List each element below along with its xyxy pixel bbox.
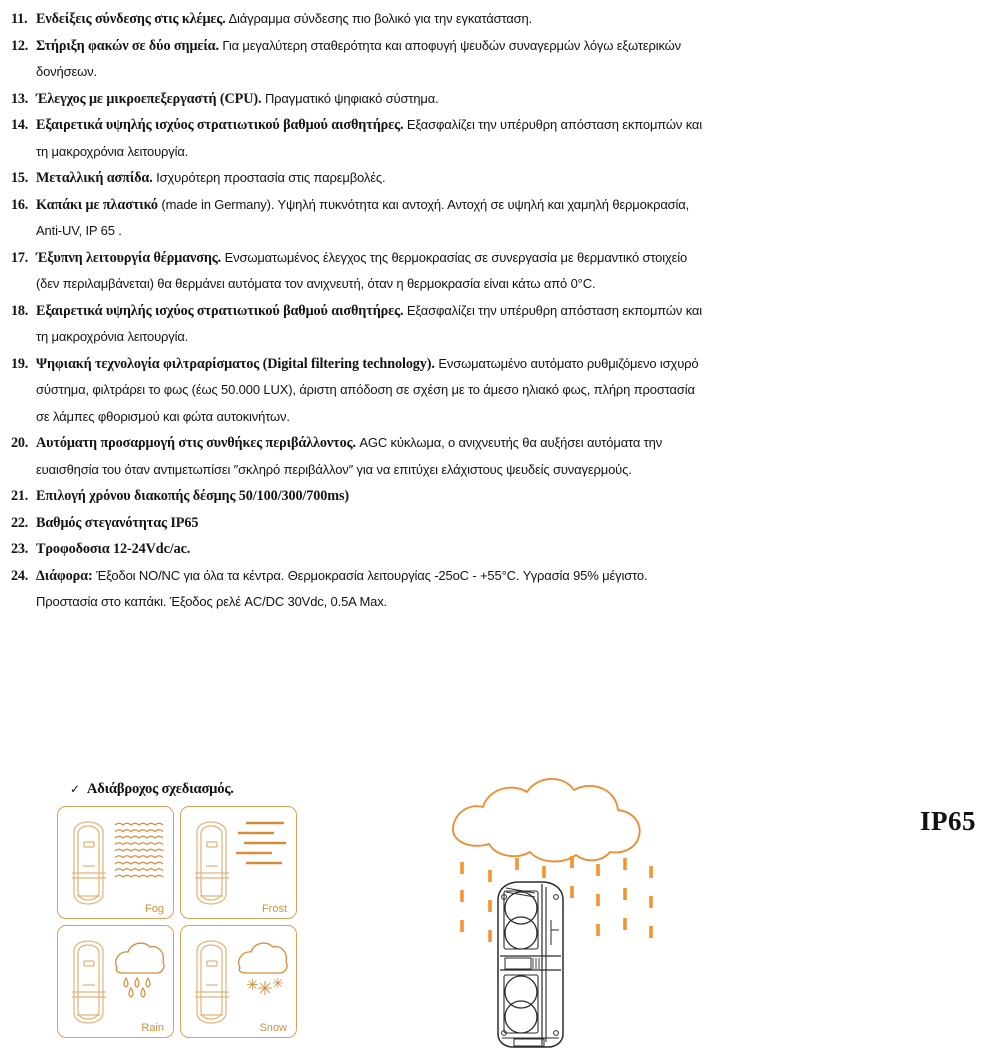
detector-outline-icon — [191, 939, 233, 1030]
spec-item — [11, 165, 704, 192]
spec-segment-normal: Ενσωματωμένος έλεγχος της θερμοκρασίας σε συνεργασία με θερμαντικό στοιχείο (δεν περιλαμβάνεται) θα θερμάνει αυτόματα τον ανιχνευτή, όταν η θερμοκρασία είναι κάτω από 0°C. — [36, 249, 688, 291]
spec-segment-normal: Ενσωματωμένο αυτόματο ρυθμιζόμενο ισχυρό σύστημα, φιλτράρει το φως (έως 50.000 LUX), άριστη απόδοση σε σχέση με το άμεσο ηλιακό φως, πλήρη προστασία σε λάμπες φθορισμού και φώτα αυτοκινήτων. — [36, 355, 699, 424]
weather-card-frost — [180, 806, 297, 919]
spec-item — [11, 351, 704, 431]
spec-item-number: 15. — [11, 170, 29, 186]
spec-item-text — [36, 192, 704, 245]
spec-item — [11, 112, 704, 165]
spec-item-number: 16. — [11, 196, 29, 213]
spec-item-text — [36, 563, 704, 616]
spec-segment-normal: Διάγραμμα σύνδεσης πιο βολικό για την εγκατάσταση. — [225, 11, 533, 26]
waterproof-design-label: Αδιάβροχος σχεδιασμός. — [86, 781, 234, 797]
spec-item-text — [36, 510, 704, 537]
svg-text:✳: ✳ — [272, 976, 284, 992]
spec-item-number: 13. — [11, 90, 29, 107]
spec-item-number: 24. — [11, 567, 29, 584]
detector-outline-icon — [68, 939, 110, 1025]
svg-text:✳: ✳ — [246, 976, 259, 994]
spec-item-text — [36, 86, 704, 113]
spec-segment-bold: Τροφοδοσια 12-24Vdc/ac. — [36, 541, 191, 557]
spec-segment-bold: Μεταλλική ασπίδα. — [36, 170, 153, 186]
check-icon: ✓ — [70, 782, 80, 796]
spec-segment-bold: Επιλογή χρόνου διακοπής δέσμης 50/100/300/700ms) — [36, 488, 350, 504]
cloud-icon — [453, 779, 640, 862]
spec-item — [11, 510, 704, 537]
spec-item-number: 11. — [11, 11, 28, 27]
frost-lines-icon — [236, 819, 290, 884]
weather-card-snow — [180, 925, 297, 1038]
spec-segment-normal: Έξοδοι NO/NC για όλα τα κέντρα. Θερμοκρασία λειτουργίας -25οC - +55°C. Υγρασία 95% μέγιστο. Προστασία στο καπάκι. Έξοδος ρελέ AC/DC 30Vdc, 0.5A Max. — [36, 567, 648, 609]
weather-card-label: Snow — [259, 1022, 287, 1034]
spec-item-number: 22. — [11, 514, 29, 531]
weather-card-fog — [57, 806, 174, 919]
detector-outline-icon — [68, 820, 110, 906]
frost-lines-icon — [236, 819, 290, 879]
weather-card-rain — [57, 925, 174, 1038]
spec-item — [11, 563, 704, 616]
snow-cloud-icon — [232, 938, 290, 1004]
spec-segment-bold: Αυτόματη προσαρμογή στις συνθήκες περιβάλλοντος. — [36, 435, 356, 451]
spec-item-number: 17. — [11, 249, 29, 266]
spec-segment-normal: Πραγματικό ψηφιακό σύστημα. — [261, 90, 439, 106]
spec-segment-normal: (made in Germany). Υψηλή πυκνότητα και αντοχή. Αντοχή σε υψηλή και χαμηλή θερμοκρασία, Anti-UV, IP 65 . — [36, 196, 690, 238]
fog-waves-icon — [113, 819, 167, 890]
illustration-area — [0, 770, 976, 1051]
spec-item-number: 20. — [11, 435, 29, 451]
weather-card-label: Rain — [141, 1022, 164, 1034]
spec-segment-normal: Εξασφαλίζει την υπέρυθρη απόσταση εκπομπών και τη μακροχρόνια λειτουργία. — [36, 302, 703, 344]
spec-item-number: 21. — [11, 488, 29, 504]
spec-item-text — [36, 536, 704, 563]
spec-segment-bold: Εξαιρετικά υψηλής ισχύος στρατιωτικού βαθμού αισθητήρες. — [36, 302, 404, 319]
spec-segment-bold: Ψηφιακή τεχνολογία φιλτραρίσματος (Digital filtering technology). — [36, 355, 435, 372]
rain-cloud-icon — [109, 938, 167, 1004]
spec-segment-normal: Για μεγαλύτερη σταθερότητα και αποφυγή ψευδών συναγερμών λόγω εξωτερικών δονήσεων. — [36, 37, 681, 79]
spec-item-text — [36, 430, 704, 483]
spec-segment-bold: Έλεγχος με μικροεπεξεργαστή (CPU). — [36, 90, 262, 107]
spec-item-text — [36, 33, 704, 86]
ip65-scene — [420, 770, 976, 1051]
spec-item-text — [36, 6, 704, 33]
spec-segment-bold: Στήριξη φακών σε δύο σημεία. — [36, 37, 219, 54]
ip65-illustration-svg — [420, 770, 714, 1051]
spec-item-number: 23. — [11, 541, 29, 557]
spec-item-text — [36, 483, 704, 510]
spec-segment-bold: Βαθμός στεγανότητας IP65 — [36, 514, 199, 531]
detector-outline-icon — [191, 939, 233, 1025]
spec-item — [11, 6, 704, 33]
spec-item — [11, 298, 704, 351]
specification-list — [0, 0, 714, 616]
spec-segment-bold: Διάφορα: — [36, 567, 93, 584]
spec-item-text — [36, 245, 704, 298]
weather-card-label: Fog — [145, 903, 164, 915]
rain-cloud-icon — [109, 938, 167, 1009]
spec-item — [11, 430, 704, 483]
spec-item — [11, 86, 704, 113]
spec-item-number: 12. — [11, 37, 29, 54]
fog-waves-icon — [113, 819, 167, 885]
spec-item-text — [36, 165, 704, 192]
spec-item-number: 14. — [11, 117, 29, 133]
spec-item — [11, 483, 704, 510]
weather-card-label: Frost — [261, 903, 287, 915]
snow-cloud-icon — [232, 938, 290, 1009]
spec-item-text — [36, 351, 704, 431]
spec-segment-normal: AGC κύκλωμα, ο ανιχνευτής θα αυξήσει αυτόματα την ευαισθησία του όταν αντιμετωπίσει ″σκληρό περιβάλλον″ για να επιτύχει ελάχιστους ψευδείς συναγερμούς. — [36, 435, 663, 477]
spec-item-number: 19. — [11, 355, 29, 372]
detector-outline-icon — [68, 939, 110, 1030]
spec-segment-bold: Καπάκι με πλαστικό — [36, 196, 158, 213]
spec-item — [11, 192, 704, 245]
spec-segment-normal: Εξασφαλίζει την υπέρυθρη απόσταση εκπομπών και τη μακροχρόνια λειτουργία. — [36, 117, 703, 159]
spec-item-number: 18. — [11, 302, 29, 319]
detector-outline-icon — [191, 820, 233, 906]
detector-outline-icon — [68, 820, 110, 911]
spec-segment-bold: Ενδείξεις σύνδεσης στις κλέμες. — [36, 11, 226, 27]
spec-item-text — [36, 112, 704, 165]
spec-segment-normal: Ισχυρότερη προστασία στις παρεμβολές. — [152, 170, 386, 185]
spec-item — [11, 536, 704, 563]
waterproof-design-heading — [70, 781, 234, 798]
spec-segment-bold: Εξαιρετικά υψηλής ισχύος στρατιωτικού βαθμού αισθητήρες. — [36, 117, 404, 133]
detector-outline-icon — [191, 820, 233, 911]
spec-item — [11, 33, 704, 86]
spec-segment-bold: Έξυπνη λειτουργία θέρμανσης. — [36, 249, 222, 266]
weather-card-grid — [57, 806, 297, 1042]
spec-item-text — [36, 298, 704, 351]
spec-item — [11, 245, 704, 298]
svg-text:✳: ✳ — [257, 978, 273, 1000]
beam-detector-illustration — [498, 882, 563, 1047]
ip65-label: IP65 — [920, 806, 976, 836]
